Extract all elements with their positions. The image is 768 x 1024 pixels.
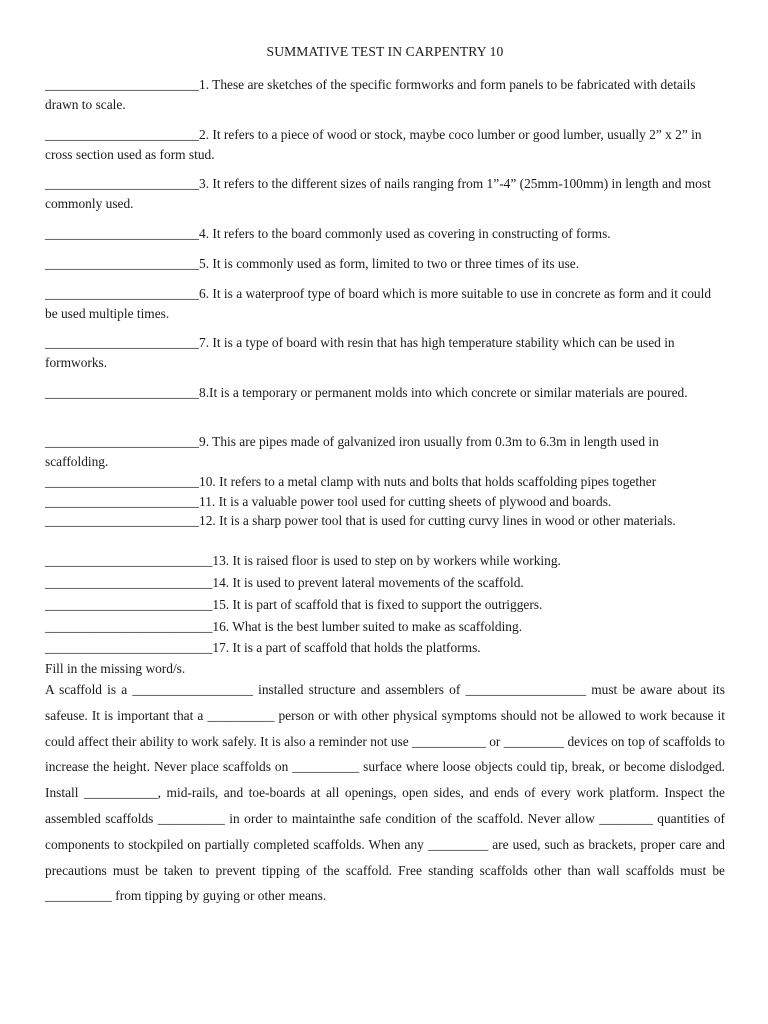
question-14: _________________________14. It is used to prevent lateral movements of the scaffold. <box>45 575 524 590</box>
question-1: _______________________1. These are sketches of the specific formworks and form panels to be fabricated with details drawn to scale. <box>45 77 696 112</box>
question-9: _______________________9. This are pipes made of galvanized iron usually from 0.3m to 6.3m in length used in scaffolding. <box>45 434 659 469</box>
question-12: _______________________12. It is a sharp power tool that is used for cutting curvy lines in wood or other materials. <box>45 513 676 528</box>
question-13: _________________________13. It is raised floor is used to step on by workers while working. <box>45 553 561 568</box>
page-title: SUMMATIVE TEST IN CARPENTRY 10 <box>266 44 504 59</box>
question-15: _________________________15. It is part of scaffold that is fixed to support the outriggers. <box>45 597 543 612</box>
fill-in-paragraph: A scaffold is a __________________ installed structure and assemblers of __________________ must be aware about its safeuse. It is important that a __________ person or with other physical symptoms should not be allowed to work because it could affect their ability to work safely. It is also a reminder not use ___________ or _________ devices on top of scaffolds to increase the height. Never place scaffolds on __________ surface where loose objects could tip, break, or become dislodged. Install ___________, mid-rails, and toe-boards at all openings, open sides, and ends of every work platform. Inspect the assembled scaffolds __________ in order to maintainthe safe condition of the scaffold. Never allow ________ quantities of components to stockpiled on partially completed scaffolds. When any _________ are used, such as brackets, proper care and precautions must be taken to prevent tipping of the scaffold. Free standing scaffolds other than wall scaffolds must be __________ from tipping by guying or other means. <box>45 682 725 904</box>
question-11: _______________________11. It is a valuable power tool used for cutting sheets of plywood and boards. <box>45 494 612 509</box>
question-10: _______________________10. It refers to a metal clamp with nuts and bolts that holds scaffolding pipes together <box>45 474 657 489</box>
question-8: _______________________8.It is a temporary or permanent molds into which concrete or similar materials are poured. <box>45 385 688 400</box>
question-6: _______________________6. It is a waterproof type of board which is more suitable to use in concrete as form and it could be used multiple times. <box>45 286 712 321</box>
question-16: _________________________16. What is the best lumber suited to make as scaffolding. <box>45 619 523 634</box>
fill-in-heading: Fill in the missing word/s. <box>45 661 186 676</box>
question-5: _______________________5. It is commonly used as form, limited to two or three times of its use. <box>45 256 580 271</box>
question-7: _______________________7. It is a type of board with resin that has high temperature stability which can be used in formworks. <box>45 335 675 370</box>
question-3: _______________________3. It refers to the different sizes of nails ranging from 1”-4” (25mm-100mm) in length and most commonly used. <box>45 176 711 211</box>
question-4: _______________________4. It refers to the board commonly used as covering in constructing of forms. <box>45 226 611 241</box>
question-2: _______________________2. It refers to a piece of wood or stock, maybe coco lumber or good lumber, usually 2” x 2” in cross section used as form stud. <box>45 127 702 162</box>
question-17: _________________________17. It is a part of scaffold that holds the platforms. <box>45 640 481 655</box>
